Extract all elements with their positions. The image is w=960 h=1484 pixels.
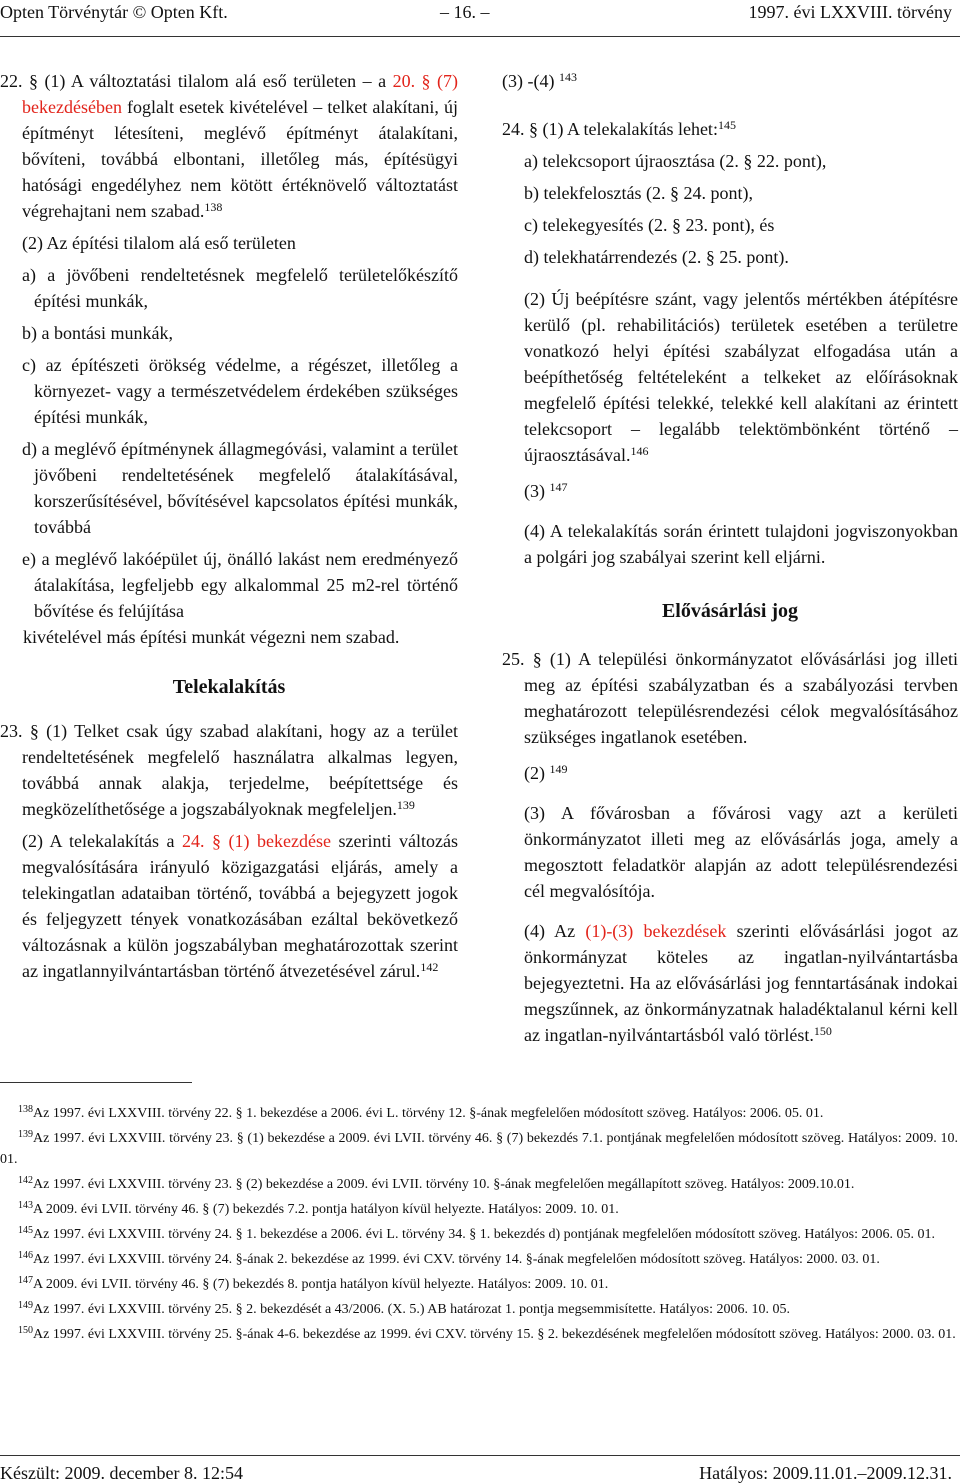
header-rule [0, 36, 960, 37]
header-page-number: – 16. – [440, 2, 490, 22]
section-24-para-4: (4) A telekalakítás során érintett tulajdoni jogviszonyokban a polgári jog szabályai szerint kell eljárni. [524, 521, 958, 567]
section-25-para-4: (4) Az (1)-(3) bekezdések szerinti elővásárlási jogot az önkormányzat köteles az ingatlan-nyilvántartásba bejegyeztetni. Ha az elővásárlási jog fenntartásának indokai megszűnnek, az önkormányzatnak haladéktalanul kérni kell az ingatlan-nyilvántartásból való törlést.$^{150}$ [524, 921, 959, 1045]
footnote-ref-150[interactable]: 150 [813, 1024, 832, 1038]
page-header [0, 0, 960, 26]
section-22-tail: kivételével más építési munkát végezni nem szabad. [23, 627, 400, 647]
footnote: $^{145}$Az 1997. évi LXXVIII. törvény 24. § 1. bekezdése a 2006. évi L. törvény 34. § 1. bekezdés d) pontjának megfelelően módosított szöveg. Hatályos: 2006. 05. 01. [18, 1225, 936, 1242]
list-item-c: c) az építészeti örökség védelme, a régészet, illetőleg a környezet- vagy a természetvédelem érdekében szükséges építési munkák, [22, 355, 458, 427]
heading-elovasarlasi-jog: Elővásárlási jog [661, 600, 799, 622]
ref-link-24-1[interactable]: 24. § (1) bekezdése [182, 831, 331, 851]
footnote-rule [0, 1082, 192, 1083]
footnote: $^{143}$A 2009. évi LVII. törvény 46. § (7) bekezdés 7.2. pontja hatályon kívül helyezte. Hatályos: 2009. 10. 01. [18, 1200, 619, 1217]
footnote-ref-138[interactable]: 138 [204, 200, 223, 214]
footnote-ref-145[interactable]: 145 [717, 118, 736, 132]
list-item-b: b) telekfelosztás (2. § 24. pont), [524, 183, 753, 203]
section-23-para-2: (2) A telekalakítás a 24. § (1) bekezdése szerinti változás megvalósítására irányuló közigazgatási eljárás, amely a telekingatlan adataiban történő, továbbá a bejegyzett jogok és feljegyzett tények vonatkozásában ezáltal bekövetkező változásnak a külön jogszabályban meghatározottak szerint az ingatlannyilvántartásban történő átvezetésével zárul.$^{142}$ [22, 831, 458, 981]
footnote-ref-139[interactable]: 139 [396, 798, 415, 812]
footnote: $^{146}$Az 1997. évi LXXVIII. törvény 24. §-ának 2. bekezdése az 1999. évi CXV. törvény 14. §-ának megfelelően módosított szöveg. Hatályos: 2000. 03. 01. [18, 1250, 880, 1267]
right-column [502, 68, 958, 1048]
section-23-para-3-4: (3) -(4) $^{143}$ [502, 70, 577, 91]
list-item-d: d) telekhatárrendezés (2. § 25. pont). [524, 247, 789, 267]
footer-effective-period: Hatályos: 2009.11.01.–2009.12.31. [699, 1463, 952, 1483]
heading-telekalakitas: Telekalakítás [172, 676, 286, 698]
footer-created-date: Készült: 2009. december 8. 12:54 [0, 1463, 243, 1483]
footnote-ref-146[interactable]: 146 [630, 444, 649, 458]
list-item-e: e) a meglévő lakóépület új, önálló lakást nem eredményező átalakítása, legfeljebb egy alkalommal 25 m2-rel történő bővítése és felújítása [22, 549, 458, 621]
section-22-para-1: 22. § (1) A változtatási tilalom alá eső területen – a 20. § (7) bekezdésében foglalt esetek kivételével – telket alakítani, új építményt létesíteni, meglévő építményt átalakítani, bővíteni, továbbá elbontani, illetőleg más, építésügyi hatósági engedélyhez nem kötött értéknövelő változtatást végrehajtani nem szabad.$^{138}$ [0, 71, 458, 221]
list-item-c: c) telekegyesítés (2. § 23. pont), és [524, 215, 775, 235]
footnote: $^{138}$Az 1997. évi LXXVIII. törvény 22. § 1. bekezdése a 2006. évi L. törvény 12. §-ának megfelelően módosított szöveg. Hatályos: 2006. 05. 01. [18, 1104, 824, 1121]
footnotes [0, 1103, 958, 1349]
footnote: $^{147}$A 2009. évi LVII. törvény 46. § (7) bekezdés 8. pontja hatályon kívül helyezte. Hatályos: 2009. 10. 01. [18, 1275, 609, 1292]
section-22-para-2: (2) Az építési tilalom alá eső területen [22, 233, 296, 253]
ref-link-1-3[interactable]: (1)-(3) bekezdések [585, 921, 727, 941]
section-25-para-3: (3) A fővárosban a fővárosi vagy azt a kerületi önkormányzatot illeti meg az elővásárlás joga, amely a megosztott feladatkör alapján az adott településrendezési cél megvalósítója. [524, 803, 958, 901]
section-25-para-2: (2) $^{149}$ [524, 762, 568, 783]
ref-link-20-7[interactable]: 20. § (7) bekezdésében [22, 71, 458, 117]
list-item-d: d) a meglévő építménynek állagmegóvási, valamint a terület jövőbeni rendeltetésének megfelelő átalakításával, korszerűsítésével, bővítésével kapcsolatos építési munkák, továbbá [22, 439, 458, 537]
section-24-para-1: 24. § (1) A telekalakítás lehet:$^{145}$ [502, 118, 736, 139]
footnote-ref-142[interactable]: 142 [420, 960, 439, 974]
section-24-para-3: (3) $^{147}$ [524, 480, 568, 501]
footnote: $^{142}$Az 1997. évi LXXVIII. törvény 23. § (2) bekezdése a 2009. évi LVII. törvény 10. §-ának megfelelően megállapított szöveg. Hatályos: 2009.10.01. [18, 1175, 855, 1192]
header-source: Opten Törvénytár © Opten Kft. [0, 2, 228, 22]
footnote-ref-149[interactable]: 149 [549, 762, 568, 776]
footnote: $^{149}$Az 1997. évi LXXVIII. törvény 25. § 2. bekezdését a 43/2006. (X. 5.) AB határozat 1. pontja megsemmisítette. Hatályos: 2006. 10. 05. [18, 1300, 790, 1317]
header-law-title: 1997. évi LXXVIII. törvény [748, 2, 952, 22]
list-item-a: a) a jövőbeni rendeltetésnek megfelelő területelőkészítő építési munkák, [22, 265, 458, 311]
footer-rule [0, 1455, 960, 1456]
footnote: $^{150}$Az 1997. évi LXXVIII. törvény 25. §-ának 4-6. bekezdése az 1999. évi CXV. törvény 15. § 2. bekezdésének megfelelően módosított szöveg. Hatályos: 2000. 03. 01. [18, 1325, 956, 1342]
list-item-a: a) telekcsoport újraosztása (2. § 22. pont), [524, 151, 827, 171]
list-item-b: b) a bontási munkák, [22, 323, 173, 343]
footnote: $^{139}$Az 1997. évi LXXVIII. törvény 23. § (1) bekezdése a 2009. évi LVII. törvény 46. § (7) bekezdés 7.1. pontjának megfelelően módosított szöveg. Hatályos: 2009. 10. 01. [0, 1129, 958, 1167]
section-23-para-1: 23. § (1) Telket csak úgy szabad alakítani, hogy az a terület rendeltetésének megfelelő használatra alkalmas legyen, továbbá annak alakja, terjedelme, beépítettsége és megközelíthetősége a jogszabályoknak megfeleljen.$^{139}$ [0, 721, 458, 819]
section-25-para-1: 25. § (1) A települési önkormányzatot elővásárlási jog illeti meg az építési szabályzatban és a szabályozási tervben meghatározott településrendezési célok megvalósításához szükséges ingatlanok esetében. [502, 649, 958, 747]
left-column [0, 68, 458, 984]
footnote-ref-143[interactable]: 143 [558, 70, 577, 84]
section-24-para-2: (2) Új beépítésre szánt, vagy jelentős mértékben átépítésre kerülő (pl. rehabilitációs) területek esetében a területre vonatkozó helyi építési szabályzat elfogadása után a beépíthetőség feltételeként a telkeket az előírásoknak megfelelő építési telekké, telekké kell alakítani az érintett telekcsoport – legalább telektömbönként történő – újraosztásával.$^{146}$ [524, 289, 958, 465]
footnote-ref-147[interactable]: 147 [549, 480, 568, 494]
